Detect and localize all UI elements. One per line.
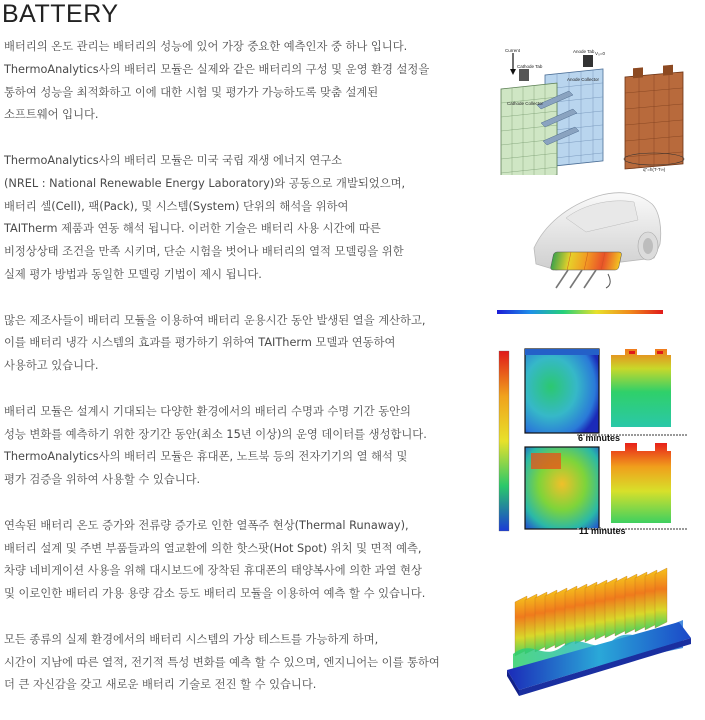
text-line: 연속된 배터리 온도 증가와 전류량 증가로 인한 열폭주 현상(Thermal Runaway),	[4, 518, 409, 532]
text-line: 많은 제조사들이 배터리 모듈을 이용하여 배터리 운용시간 동안 발생된 열을 계산하고,	[4, 313, 426, 327]
text-line: ThermoAnalytics사의 배터리 모듈은 미국 국립 재생 에너지 연구소	[4, 153, 343, 167]
label-convection: q''=h(T-T∞)	[643, 167, 666, 172]
label-anode-tab: Anode Tab	[573, 49, 595, 54]
text-line: 더 큰 자신감을 갖고 새로운 배터리 기술로 전진 할 수 있습니다.	[4, 678, 317, 692]
label-cathode-tab: Cathode Tab	[517, 64, 543, 69]
label-cathode-collector: Cathode Collector	[507, 101, 544, 106]
paragraph-lifetime	[4, 401, 474, 492]
text-line: 소프트웨어 입니다.	[4, 108, 99, 122]
battery-module-3d	[503, 558, 695, 698]
paragraph-thermal-runaway	[4, 515, 474, 606]
text-line: 및 이로인한 배터리 가용 용량 감소 등도 배터리 모듈을 이용하여 예측 할 수 있습니다.	[4, 587, 426, 601]
paragraph-temperature-management	[4, 36, 474, 127]
label-anode-collector: Anode Collector	[567, 77, 600, 82]
text-line: ThermoAnalytics사의 배터리 모듈은 휴대폰, 노트북 등의 전자기기의 열 해석 및	[4, 450, 408, 464]
caption-11-minutes: 11 minutes	[579, 526, 626, 536]
paragraph-nrel	[4, 150, 474, 287]
text-line: 배터리의 온도 관리는 배터리의 성능에 있어 가장 중요한 예측인자 중 하나 입니다.	[4, 40, 408, 53]
text-line: 시간이 지남에 따른 열적, 전기적 특성 변화를 예측 할 수 있으며, 엔지니어는 이를 통하여	[4, 655, 440, 669]
text-line: 배터리 셀(Cell), 팩(Pack), 및 시스템(System) 단위의 해석을 위하여	[4, 199, 349, 213]
text-line: ThermoAnalytics사의 배터리 모듈은 실제와 같은 배터리의 구성 및 운영 환경 설정을	[4, 62, 430, 76]
text-line: 성능 변화를 예측하기 위한 장기간 동안(최소 15년 이상)의 운영 데이터를 생성합니다.	[4, 427, 427, 441]
text-line: TAITherm 제품과 연동 해석 됩니다. 이러한 기술은 배터리 사용 시간에 따른	[4, 222, 381, 236]
battery-cell-diagram	[497, 47, 697, 175]
text-line: 실제 평가 방법과 동일한 모델링 기법이 제시 됩니다.	[4, 267, 262, 281]
text-line: 통하여 성능을 최적화하고 이에 대한 시험 및 평가가 가능하도록 맞춤 설계된	[4, 85, 379, 99]
page-title: BATTERY	[2, 0, 119, 28]
text-line: 평가 검증을 위하여 사용할 수 있습니다.	[4, 473, 201, 487]
text-line: 모든 종류의 실제 환경에서의 배터리 시스템의 가상 테스트를 가능하게 하며,	[4, 632, 379, 646]
text-line: 배터리 설계 및 주변 부품들과의 열교환에 의한 핫스팟(Hot Spot) 위치 및 면적 예측,	[4, 541, 422, 555]
color-scale-bar	[497, 307, 663, 317]
paragraph-virtual-test	[4, 629, 474, 697]
vehicle-battery-model	[526, 178, 666, 296]
text-line: (NREL : National Renewable Energy Laboratory)와 공동으로 개발되었으며,	[4, 176, 406, 190]
text-line: 비정상상태 조건을 만족 시키며, 단순 시험을 벗어나 배터리의 열적 모델링을 위한	[4, 245, 404, 259]
paragraph-manufacturers	[4, 310, 474, 378]
text-line: 이를 배터리 냉각 시스템의 효과를 평가하기 위하여 TAITherm 모델과 연동하여	[4, 336, 396, 350]
caption-6-minutes: 6 minutes	[578, 433, 621, 443]
body-text	[4, 36, 474, 720]
text-line: 차량 네비게이션 사용을 위해 대시보드에 장착된 휴대폰의 태양복사에 의한 과열 현상	[4, 564, 422, 578]
text-line: 배터리 모듈은 설계시 기대되는 다양한 환경에서의 배터리 수명과 수명 기간 동안의	[4, 404, 411, 418]
text-line: 사용하고 있습니다.	[4, 359, 99, 373]
label-v0: V₀=0	[595, 51, 605, 56]
label-current: Current	[505, 48, 521, 53]
thermal-map-figure	[497, 343, 693, 543]
